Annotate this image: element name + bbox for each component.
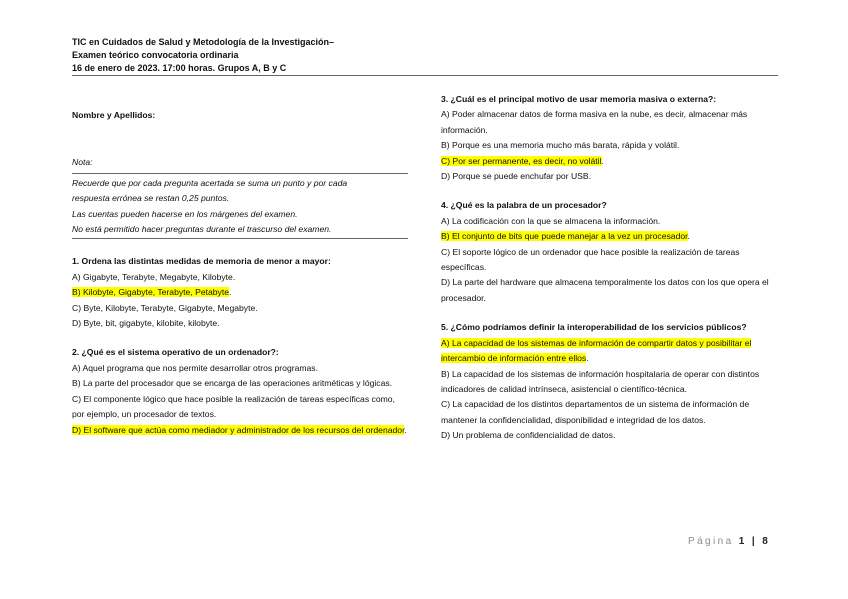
question-1 <box>72 254 408 331</box>
right-column <box>441 92 781 458</box>
answer-option-b: B) Kilobyte, Gigabyte, Terabyte, Petabyte. <box>72 287 232 298</box>
answer-option-a: A) Gigabyte, Terabyte, Megabyte, Kilobyte. <box>72 271 236 282</box>
note-line: respuesta errónea se restan 0,25 puntos. <box>72 193 230 204</box>
answer-option-d: D) Porque se puede enchufar por USB. <box>441 171 592 182</box>
exam-note <box>72 155 408 239</box>
note-line: Las cuentas pueden hacerse en los márgenes del examen. <box>72 208 298 219</box>
page-word: Página <box>688 536 734 547</box>
question-title: 4. ¿Qué es la palabra de un procesador? <box>441 200 607 211</box>
question-2 <box>72 345 408 437</box>
answer-option-c: C) El componente lógico que hace posible la realización de tareas específicas como, por ejemplo, un procesador de textos. <box>72 393 395 420</box>
header-divider <box>72 75 778 76</box>
exam-header <box>72 36 334 75</box>
page-footer <box>688 536 770 547</box>
note-heading: Nota: <box>72 157 93 168</box>
answer-option-a: A) Poder almacenar datos de forma masiva en la nube, es decir, almacenar más información. <box>441 109 748 135</box>
answer-option-c: C) La capacidad de los distintos departamentos de un sistema de información de mantener la confidencialidad, disponibilidad e integridad de los datos. <box>441 399 750 425</box>
note-top-divider <box>72 173 408 174</box>
left-column <box>72 108 408 452</box>
highlighted-answer: B) Kilobyte, Gigabyte, Terabyte, Petabyte <box>72 287 230 298</box>
note-bottom-divider <box>72 238 408 239</box>
note-line: Recuerde que por cada pregunta acertada se suma un punto y por cada <box>72 177 348 188</box>
page-separator: | <box>751 536 758 547</box>
answer-option-d: D) La parte del hardware que almacena temporalmente los datos con los que opera el procesador. <box>441 277 769 303</box>
header-course-title: TIC en Cuidados de Salud y Metodología de la Investigación– <box>72 37 335 47</box>
answer-option-d: D) El software que actúa como mediador y administrador de los recursos del ordenador. <box>72 424 407 435</box>
question-3 <box>441 92 781 184</box>
header-date-groups: 16 de enero de 2023. 17:00 horas. Grupos A, B y C <box>72 63 287 73</box>
question-title: 2. ¿Qué es el sistema operativo de un ordenador?: <box>72 347 279 358</box>
highlighted-answer: B) El conjunto de bits que puede manejar a la vez un procesador <box>441 231 688 242</box>
answer-option-b: B) La capacidad de los sistemas de información hospitalaria de operar con distintos indicadores de calidad intrínseca, asistencial o científico-técnica. <box>441 368 760 394</box>
question-title: 5. ¿Cómo podríamos definir la interoperabilidad de los servicios públicos? <box>441 322 747 333</box>
answer-option-c: C) Por ser permanente, es decir, no volátil. <box>441 155 604 166</box>
note-line: No está permitido hacer preguntas durante el trascurso del examen. <box>72 224 332 235</box>
total-pages: 8 <box>762 536 771 547</box>
highlighted-answer: C) Por ser permanente, es decir, no volátil <box>441 155 602 166</box>
answer-option-a: A) Aquel programa que nos permite desarrollar otros programas. <box>72 362 318 373</box>
answer-option-b: B) El conjunto de bits que puede manejar a la vez un procesador. <box>441 231 690 242</box>
highlighted-answer: A) La capacidad de los sistemas de información de compartir datos y posibilitar el intercambio de información entre ellos <box>441 337 752 364</box>
question-4 <box>441 198 781 306</box>
question-5 <box>441 320 781 443</box>
page-number: 1 <box>738 536 747 547</box>
answer-option-a: A) La codificación con la que se almacena la información. <box>441 215 661 226</box>
answer-option-c: C) El soporte lógico de un ordenador que hace posible la realización de tareas específicas. <box>441 246 740 273</box>
answer-option-d: D) Byte, bit, gigabyte, kilobite, kilobyte. <box>72 318 220 329</box>
question-title: 1. Ordena las distintas medidas de memoria de menor a mayor: <box>72 256 331 267</box>
name-field-label: Nombre y Apellidos: <box>72 110 156 120</box>
question-title: 3. ¿Cuál es el principal motivo de usar memoria masiva o externa?: <box>441 94 717 104</box>
highlighted-answer: D) El software que actúa como mediador y administrador de los recursos del ordenador <box>72 424 405 435</box>
answer-option-b: B) La parte del procesador que se encarga de las operaciones aritméticas y lógicas. <box>72 378 393 389</box>
header-exam-type: Examen teórico convocatoria ordinaria <box>72 50 239 60</box>
answer-option-d: D) Un problema de confidencialidad de datos. <box>441 430 616 441</box>
answer-option-b: B) Porque es una memoria mucho más barata, rápida y volátil. <box>441 140 680 151</box>
answer-option-c: C) Byte, Kilobyte, Terabyte, Gigabyte, Megabyte. <box>72 302 258 313</box>
answer-option-a: A) La capacidad de los sistemas de información de compartir datos y posibilitar el intercambio de información entre ellos. <box>441 337 752 364</box>
